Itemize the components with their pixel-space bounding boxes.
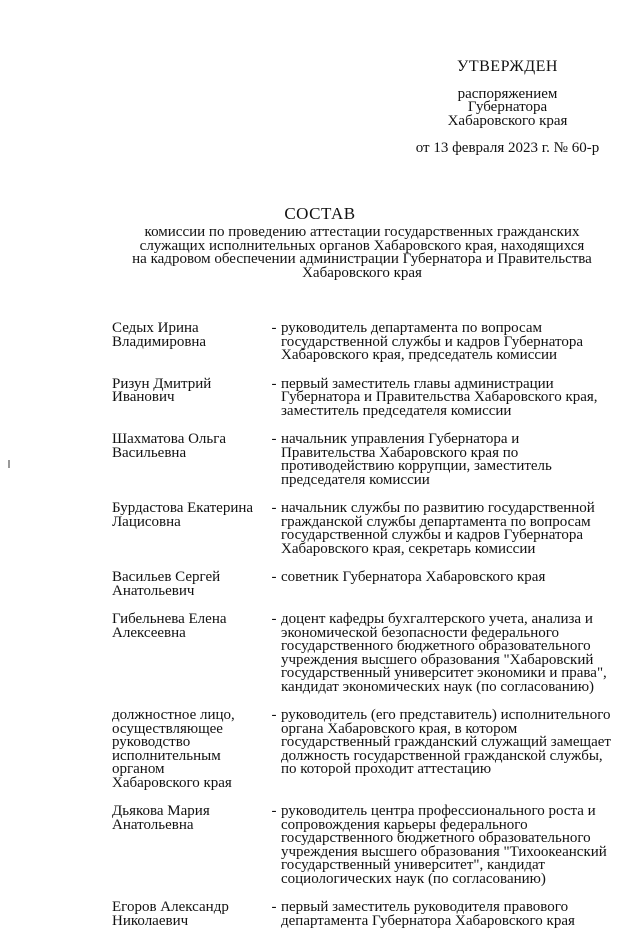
member-name-line: Гибельнева Елена <box>112 611 227 627</box>
margin-mark <box>8 460 10 468</box>
member-role-line: начальник службы по развитию государственной <box>281 500 595 516</box>
member-name <box>112 901 267 928</box>
approval-line: Губернатора <box>467 99 548 115</box>
member-role-line: социологических наук (по согласованию) <box>281 870 546 887</box>
dash-separator: - <box>271 431 277 447</box>
member-role <box>281 375 616 419</box>
member-role-line: руководитель (его представитель) исполнительного <box>281 707 611 723</box>
member-name-line: Хабаровского края <box>112 774 232 791</box>
dash-separator: - <box>271 569 277 585</box>
member-role-line: доцент кафедры бухгалтерского учета, анализа и <box>281 611 593 627</box>
member-role <box>281 709 616 790</box>
member-name-line: Васильев Сергей <box>112 569 221 585</box>
member-role-line: сопровождения карьеры федерального <box>281 816 528 833</box>
member-name <box>112 433 267 487</box>
member-name <box>112 709 267 790</box>
member-name-line: Егоров Александр <box>112 899 229 915</box>
member-role-line: государственной службы и кадров Губернатора <box>281 527 583 543</box>
member-name <box>112 322 267 363</box>
member-row <box>112 375 616 419</box>
member-role-line: государственный гражданский служащий замещает <box>281 734 611 750</box>
member-name-line: руководство <box>112 734 191 750</box>
member-role-line: первый заместитель главы администрации <box>281 375 554 392</box>
member-row <box>112 613 616 694</box>
member-role-line: кандидат экономических наук (по согласованию) <box>281 678 595 695</box>
member-row <box>112 709 616 790</box>
member-role-line: учреждения высшего образования "Хабаровский <box>281 651 594 668</box>
member-role-line: экономической безопасности федерального <box>281 624 559 641</box>
member-role-line: по которой проходит аттестацию <box>281 761 492 777</box>
member-name-line: Ризун Дмитрий <box>112 375 212 392</box>
member-role-line: председателя комиссии <box>281 471 430 488</box>
member-name-line: осуществляющее <box>112 720 223 737</box>
member-name-line: должностное лицо, <box>112 707 235 723</box>
member-row <box>112 502 616 556</box>
member-name-line: органом <box>112 761 165 777</box>
member-name-line: Седых Ирина <box>112 320 199 336</box>
dash-separator: - <box>271 899 277 915</box>
document-title: СОСТАВ <box>284 204 356 223</box>
dash-separator: - <box>271 803 277 819</box>
approval-block <box>400 60 615 156</box>
member-role <box>281 571 616 598</box>
dash-separator: - <box>271 500 277 516</box>
member-name-line: Владимировна <box>112 333 207 350</box>
approval-line: Хабаровского края <box>447 112 568 129</box>
member-name-line: Шахматова Ольга <box>112 431 227 447</box>
member-role-line: начальник управления Губернатора и <box>281 431 520 447</box>
dash-separator: - <box>271 707 277 723</box>
member-role-line: органа Хабаровского края, в котором <box>281 720 518 737</box>
member-role-line: заместитель председателя комиссии <box>281 402 512 419</box>
subtitle-line: комиссии по проведению аттестации государственных гражданских <box>144 224 580 240</box>
member-name-line: Дьякова Мария <box>112 803 210 819</box>
subtitle-line: на кадровом обеспечении администрации Губернатора и Правительства <box>132 251 592 267</box>
approval-line: распоряжением <box>457 85 558 102</box>
member-name-line: исполнительным <box>112 747 221 764</box>
member-name <box>112 502 267 556</box>
member-role-line: государственного бюджетного образовательного <box>281 638 591 654</box>
member-role-line: государственный университет", кандидат <box>281 857 545 873</box>
member-name-line: Иванович <box>112 389 175 405</box>
members-list <box>112 322 616 943</box>
member-name <box>112 805 267 886</box>
member-row <box>112 805 616 886</box>
member-name <box>112 375 267 419</box>
member-row <box>112 901 616 928</box>
member-row <box>112 322 616 363</box>
member-role-line: учреждения высшего образования "Тихоокеанский <box>281 843 607 860</box>
member-name-line: Бурдастова Екатерина <box>112 500 254 516</box>
member-role <box>281 322 616 363</box>
member-name-line: Алексеевна <box>112 624 186 641</box>
member-role-line: государственный университет экономики и права", <box>281 665 607 681</box>
member-role-line: противодействию коррупции, заместитель <box>281 458 552 474</box>
member-row <box>112 433 616 487</box>
member-role-line: руководитель департамента по вопросам <box>281 320 542 336</box>
approval-title: УТВЕРЖДЕН <box>457 58 558 75</box>
member-role <box>281 433 616 487</box>
member-name-line: Николаевич <box>112 912 189 929</box>
member-role-line: Правительства Хабаровского края по <box>281 444 519 461</box>
member-role-line: государственной службы и кадров Губернатора <box>281 333 583 350</box>
member-row <box>112 571 616 598</box>
member-name-line: Анатольевна <box>112 816 194 833</box>
member-role-line: Губернатора и Правительства Хабаровского края, <box>281 389 598 405</box>
member-role <box>281 901 616 928</box>
member-role-line: государственного бюджетного образовательного <box>281 830 591 846</box>
member-role-line: должность государственной гражданской службы, <box>281 747 603 764</box>
member-name-line: Анатольевич <box>112 582 195 599</box>
member-role-line: департамента Губернатора Хабаровского края <box>281 912 575 929</box>
dash-separator: - <box>271 375 277 392</box>
member-role <box>281 613 616 694</box>
dash-separator: - <box>271 611 277 627</box>
document-subtitle <box>120 226 604 280</box>
member-role-line: Хабаровского края, секретарь комиссии <box>281 540 536 557</box>
member-role <box>281 502 616 556</box>
member-name-line: Васильевна <box>112 444 187 461</box>
member-role-line: советник Губернатора Хабаровского края <box>281 569 546 585</box>
member-name <box>112 613 267 694</box>
dash-separator: - <box>271 320 277 336</box>
member-role <box>281 805 616 886</box>
subtitle-line: служащих исполнительных органов Хабаровского края, находящихся <box>139 237 585 254</box>
member-role-line: руководитель центра профессионального роста и <box>281 803 596 819</box>
member-name <box>112 571 267 598</box>
approval-date: от 13 февраля 2023 г. № 60-р <box>415 140 600 156</box>
member-role-line: Хабаровского края, председатель комиссии <box>281 347 558 363</box>
subtitle-line: Хабаровского края <box>302 264 422 281</box>
member-name-line: Лацисовна <box>112 513 181 530</box>
member-role-line: первый заместитель руководителя правового <box>281 899 569 915</box>
member-role-line: гражданской службы департамента по вопросам <box>281 513 591 530</box>
